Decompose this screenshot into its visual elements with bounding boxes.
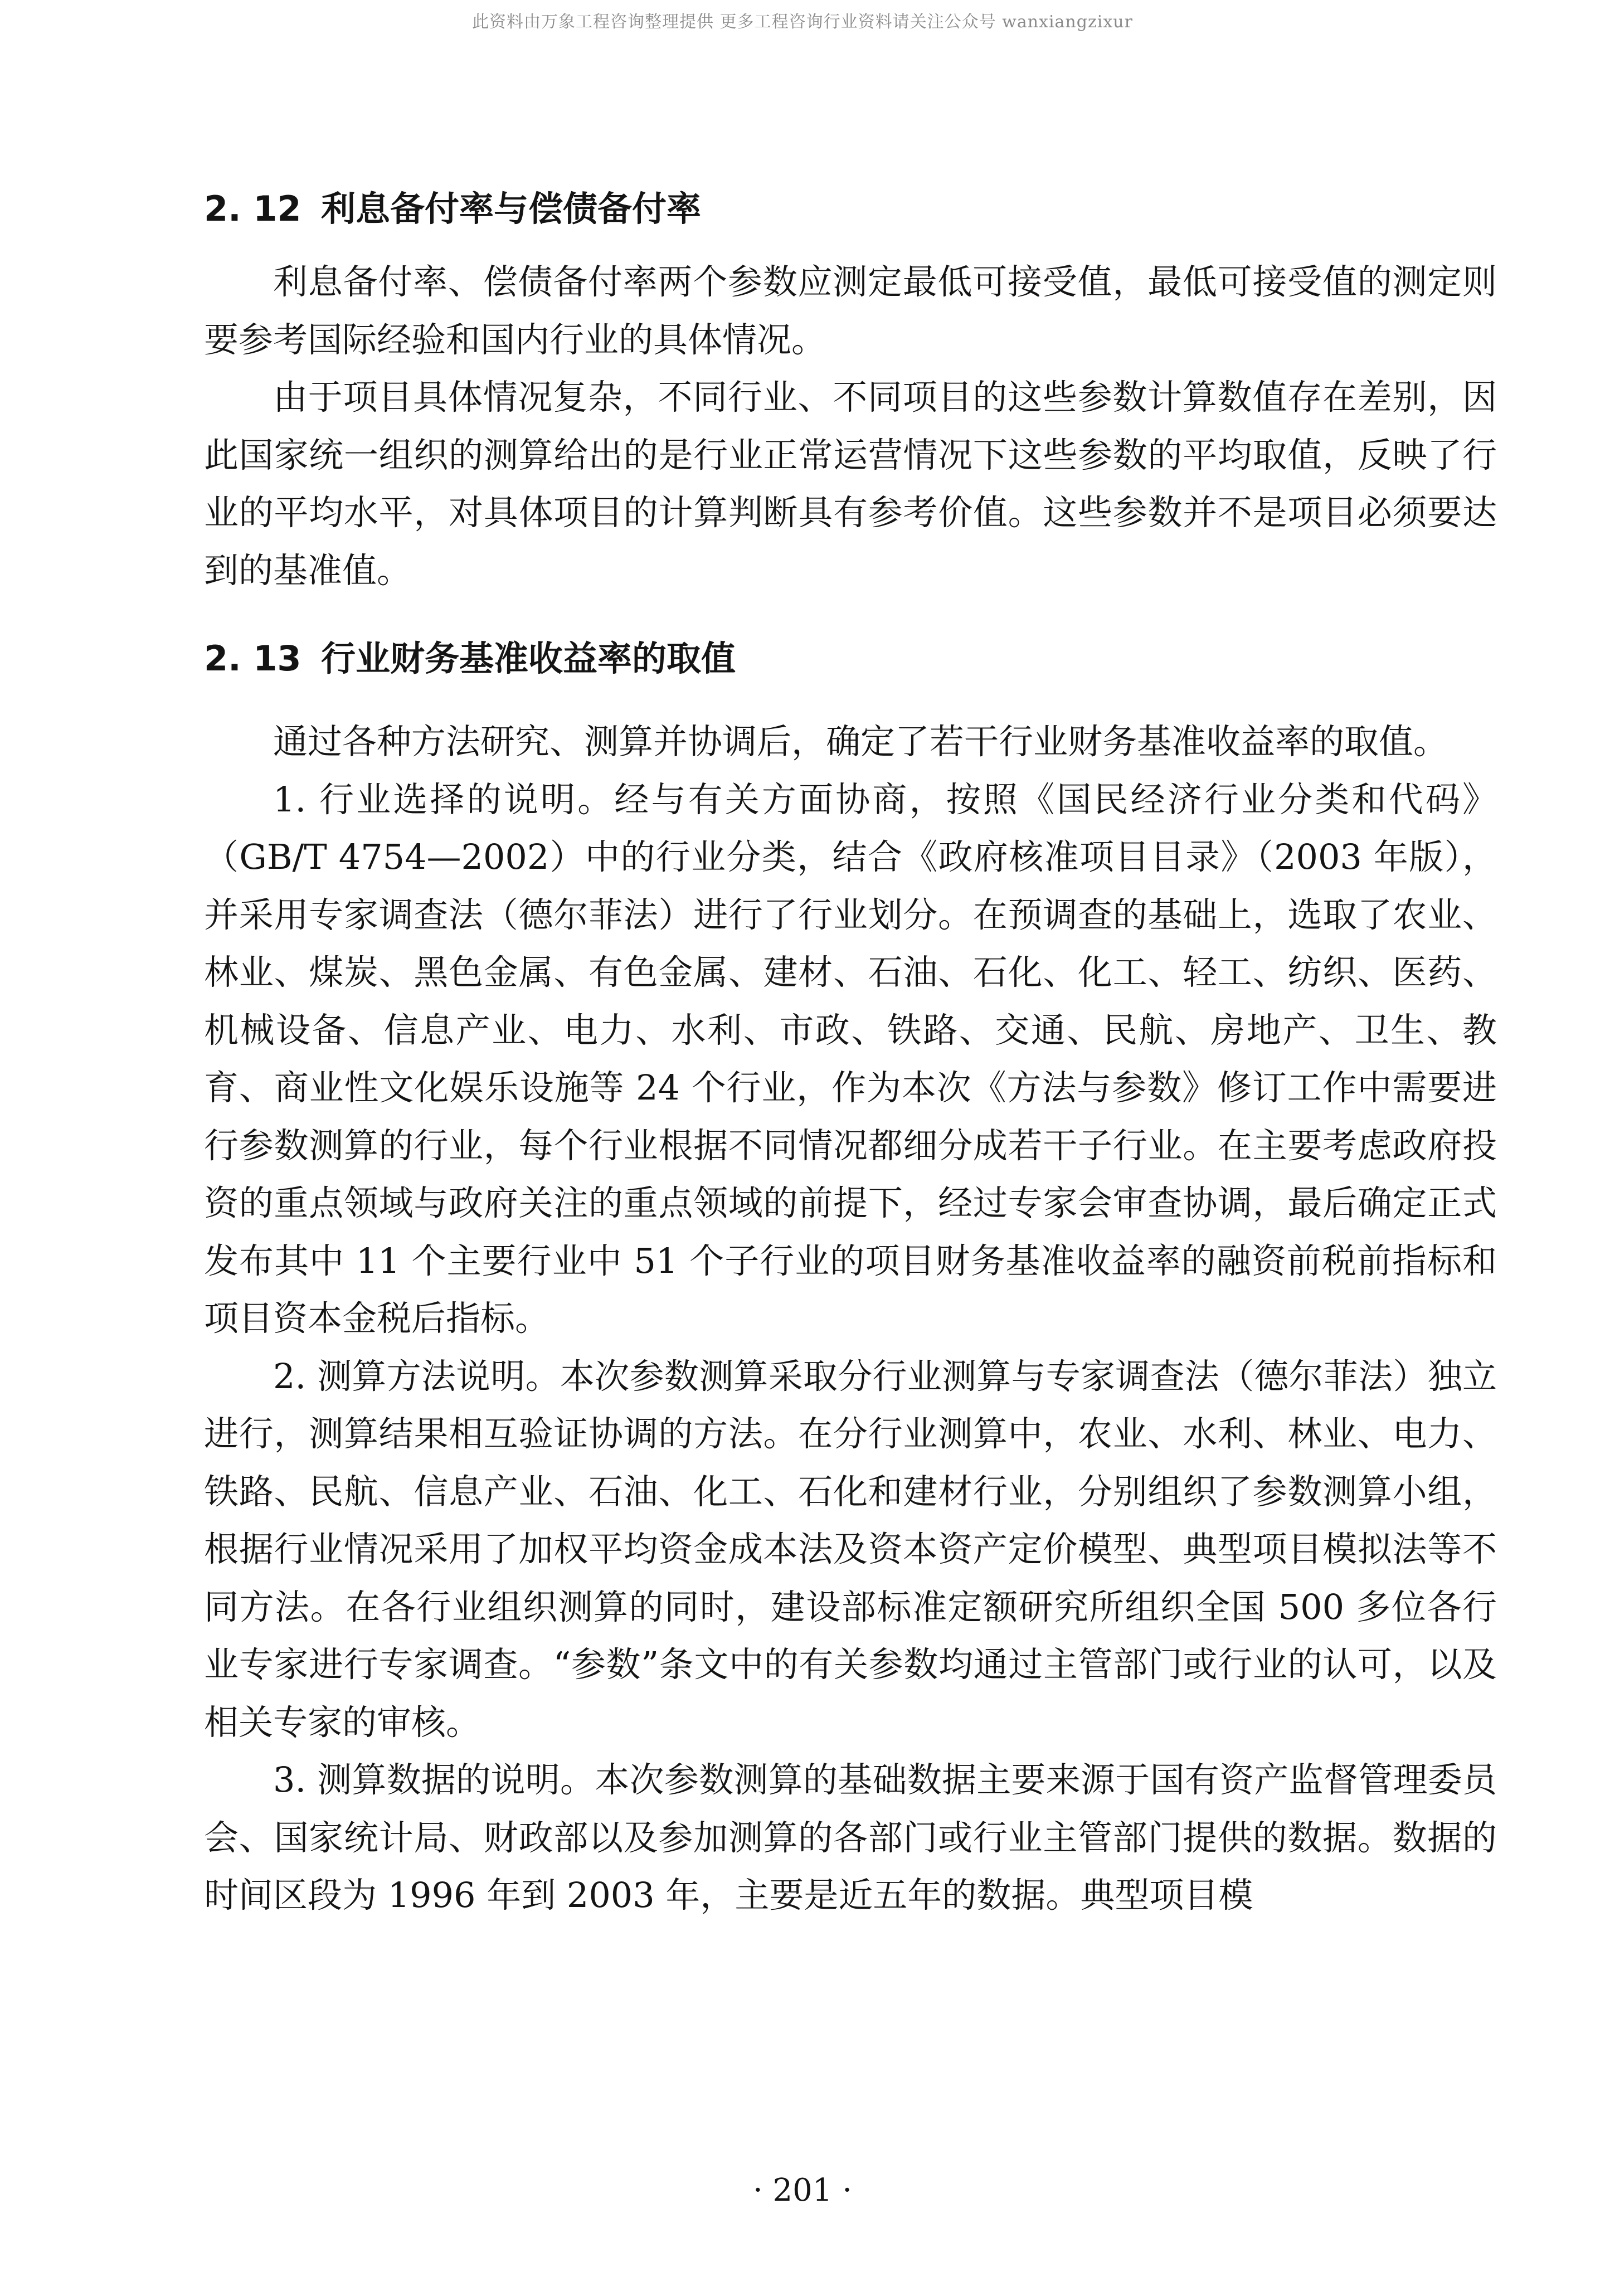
- page-number: · 201 ·: [752, 2172, 853, 2209]
- paragraph: 1. 行业选择的说明。经与有关方面协商，按照《国民经济行业分类和代码》（GB/T 4754—2002）中的行业分类，结合《政府核准项目目录》（2003 年版），并采用专家调查法（德尔菲法）进行了行业划分。在预调查的基础上，选取了农业、林业、煤炭、黑色金属、有色金属、建材、石油、石化、化工、轻工、纺织、医药、机械设备、信息产业、电力、水利、市政、铁路、交通、民航、房地产、卫生、教育、商业性文化娱乐设施等 24 个行业，作为本次《方法与参数》修订工作中需要进行参数测算的行业，每个行业根据不同情况都细分成若干子行业。在主要考虑政府投资的重点领域与政府关注的重点领域的前提下，经过专家会审查协调，最后确定正式发布其中 11 个主要行业中 51 个子行业的项目财务基准收益率的融资前税前指标和项目资本金税后指标。: [204, 779, 1497, 1339]
- section-number: 2. 13: [204, 638, 301, 679]
- section-heading: 利息备付率与偿债备付率: [321, 188, 702, 229]
- section-2-12: [204, 184, 1497, 599]
- paragraph: 利息备付率、偿债备付率两个参数应测定最低可接受值，最低可接受值的测定则要参考国际经验和国内行业的具体情况。: [204, 261, 1497, 360]
- section-number: 2. 12: [204, 188, 301, 229]
- section-title: [204, 184, 1497, 234]
- section-2-13: [204, 634, 1497, 1924]
- section-title: [204, 634, 1497, 684]
- page-content: [204, 184, 1497, 1924]
- paragraph: 2. 测算方法说明。本次参数测算采取分行业测算与专家调查法（德尔菲法）独立进行，测算结果相互验证协调的方法。在分行业测算中，农业、水利、林业、电力、铁路、民航、信息产业、石油、化工、石化和建材行业，分别组织了参数测算小组，根据行业情况采用了加权平均资金成本法及资本资产定价模型、典型项目模拟法等不同方法。在各行业组织测算的同时，建设部标准定额研究所组织全国 500 多位各行业专家进行专家调查。“参数”条文中的有关参数均通过主管部门或行业的认可，以及相关专家的审核。: [204, 1355, 1497, 1743]
- watermark-text: 此资料由万象工程咨询整理提供 更多工程咨询行业资料请关注公众号 wanxiangzixur: [472, 12, 1133, 32]
- section-heading: 行业财务基准收益率的取值: [321, 638, 736, 679]
- paragraph: 通过各种方法研究、测算并协调后，确定了若干行业财务基准收益率的取值。: [273, 721, 1448, 762]
- paragraph: 3. 测算数据的说明。本次参数测算的基础数据主要来源于国有资产监督管理委员会、国家统计局、财政部以及参加测算的各部门或行业主管部门提供的数据。数据的时间区段为 1996 年到 2003 年，主要是近五年的数据。典型项目模: [204, 1759, 1497, 1915]
- paragraph: 由于项目具体情况复杂，不同行业、不同项目的这些参数计算数值存在差别，因此国家统一组织的测算给出的是行业正常运营情况下这些参数的平均取值，反映了行业的平均水平，对具体项目的计算判断具有参考价值。这些参数并不是项目必须要达到的基准值。: [204, 377, 1497, 591]
